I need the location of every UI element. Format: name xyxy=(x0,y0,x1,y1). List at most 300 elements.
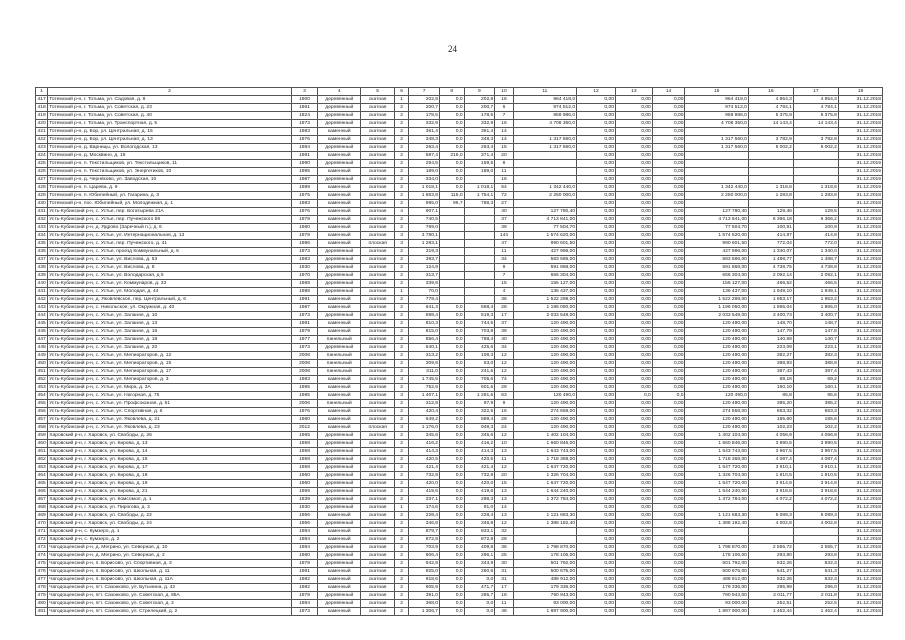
table-cell: каменный xyxy=(318,208,361,216)
table-cell: 97,9 xyxy=(464,400,495,408)
table-cell: деревянный xyxy=(318,520,361,528)
table-cell: 0,00 xyxy=(577,288,616,296)
table-cell: Тотемский р-н, г. Тотьма, ул. Советская, д. 23 xyxy=(48,104,291,112)
table-cell: 2 xyxy=(395,352,409,360)
table-cell: 0,00 xyxy=(577,392,616,400)
table-cell: Усть-Кубинский р-н, с. Устье, ул. Заланая, д. 16 xyxy=(48,328,291,336)
table-cell: 1978 xyxy=(291,232,318,240)
table-cell: 293,80 xyxy=(748,552,793,560)
table-cell: 1980 xyxy=(291,552,318,560)
table-cell: 12 xyxy=(495,360,513,368)
table-cell: 11 xyxy=(495,456,513,464)
table-cell: скатная xyxy=(361,600,395,608)
table-cell: 872,8 xyxy=(464,536,495,544)
table-cell: 120 490,00 xyxy=(685,376,748,384)
table-row xyxy=(36,216,883,224)
table-cell: Усть-Кубинский р-н, с. Устье, пер. Пучежского 59 xyxy=(48,216,291,224)
table-cell: 2 xyxy=(395,584,409,592)
table-cell: 0,00 xyxy=(615,600,652,608)
table-cell: 591 868,00 xyxy=(685,264,748,272)
table-cell: 790 943,00 xyxy=(513,592,576,600)
table-cell: 1989 xyxy=(291,184,318,192)
table-row xyxy=(36,464,883,472)
table-cell: 31.12.2018 xyxy=(838,472,882,480)
table-cell: 1 798 870,00 xyxy=(513,544,576,552)
table-cell: скатная xyxy=(361,544,395,552)
table-cell: скатная xyxy=(361,248,395,256)
table-cell: каменный xyxy=(318,408,361,416)
table-cell: 1 281,6 xyxy=(464,392,495,400)
table-cell xyxy=(440,216,465,224)
table-cell: 127 780,40 xyxy=(685,208,748,216)
table-cell: Усть-Кубинский р-н, с. Никольское, ул. Окружная, д. 40 xyxy=(48,304,291,312)
table-cell: 0,00 xyxy=(615,448,652,456)
table-cell: 1975 xyxy=(291,192,318,200)
table-cell: 2 xyxy=(395,104,409,112)
table-cell: 1 121 683,30 xyxy=(685,512,748,520)
table-cell: 1 949,1 xyxy=(793,288,838,296)
table-cell: 1965 xyxy=(291,432,318,440)
table-cell: скатная xyxy=(361,432,395,440)
table-cell: 120 490,00 xyxy=(513,320,576,328)
table-cell: 427 996,00 xyxy=(685,248,748,256)
table-cell: 439 xyxy=(36,272,48,280)
table-cell: каменный xyxy=(318,376,361,384)
table-cell: 431 xyxy=(36,208,48,216)
table-cell: 14 xyxy=(495,128,513,136)
table-cell: 31 xyxy=(495,576,513,584)
table-cell: 0,00 xyxy=(652,528,685,536)
table-cell: каменный xyxy=(318,184,361,192)
table-cell xyxy=(464,208,495,216)
table-cell: 4 708 350,0 xyxy=(685,120,748,128)
table-cell: Чагодощенский р-н, п. Борисово, ул. Школьная, д. 11А xyxy=(48,576,291,584)
table-cell: Усть-Кубинский р-н, с. Устье, ул. Заланая, д. 20 xyxy=(48,344,291,352)
table-cell: 2 xyxy=(395,552,409,560)
table-cell: 448 xyxy=(36,344,48,352)
table-cell: 463 xyxy=(36,464,48,472)
table-cell xyxy=(464,240,495,248)
table-cell: 100,91 xyxy=(748,224,793,232)
table-cell: 3 990,5 xyxy=(748,440,793,448)
table-cell: Усть-Кубинский р-н, с. Устье, ул. Профсоюзная, д. 51 xyxy=(48,400,291,408)
table-cell: 1 643 743,00 xyxy=(513,448,576,456)
table-row xyxy=(36,416,883,424)
table-cell: 0,00 xyxy=(577,400,616,408)
table-cell: 0,0 xyxy=(440,440,465,448)
table-cell: 500 675,00 xyxy=(513,568,576,576)
table-cell: 4 056,9 xyxy=(793,432,838,440)
table-cell: 0,00 xyxy=(652,600,685,608)
table-cell: 2 xyxy=(395,600,409,608)
table-cell: 1 810,5 xyxy=(793,472,838,480)
table-cell: 2 xyxy=(395,496,409,504)
table-cell: 949,3 xyxy=(464,424,495,432)
table-cell: 178 106,00 xyxy=(685,552,748,560)
table-cell: 2 xyxy=(395,440,409,448)
table-cell: 0,00 xyxy=(577,584,616,592)
table-cell: 0,00 xyxy=(615,240,652,248)
table-cell: 0,00 xyxy=(615,368,652,376)
table-cell: деревянный xyxy=(318,96,361,104)
table-cell: 39 xyxy=(495,328,513,336)
table-cell: 0,0 xyxy=(440,568,465,576)
table-cell: 0,00 xyxy=(652,296,685,304)
table-cell: панельный xyxy=(318,336,361,344)
table-cell: 656 304,00 xyxy=(513,272,576,280)
table-cell: 0,00 xyxy=(652,176,685,184)
table-cell: 583 586,00 xyxy=(513,256,576,264)
table-cell: 31.12.2018 xyxy=(838,368,882,376)
table-cell: 474 xyxy=(36,552,48,560)
table-row xyxy=(36,112,883,120)
table-cell: деревянный xyxy=(318,176,361,184)
table-cell xyxy=(793,152,838,160)
table-cell: скатная xyxy=(361,136,395,144)
table-row xyxy=(36,128,883,136)
table-cell: 425,6 xyxy=(464,344,495,352)
table-cell: 1986 xyxy=(291,240,318,248)
table-cell: 1978 xyxy=(291,560,318,568)
table-cell: панельный xyxy=(318,352,361,360)
table-cell: 466,5 xyxy=(793,280,838,288)
table-cell: 0,00 xyxy=(577,432,616,440)
table-cell: Усть-Кубинский р-н, с. Устье, ул. Заланая, д. 10 xyxy=(48,312,291,320)
table-cell: 443 xyxy=(36,304,48,312)
table-cell: 1 488,77 xyxy=(748,256,793,264)
table-cell: 311,0 xyxy=(409,368,440,376)
table-cell: 1984 xyxy=(291,528,318,536)
table-cell: 732,8 xyxy=(409,472,440,480)
table-cell: скатная xyxy=(361,400,395,408)
table-cell: 1 317 560,0 xyxy=(513,136,576,144)
table-row xyxy=(36,488,883,496)
table-cell: каменный xyxy=(318,512,361,520)
table-row xyxy=(36,496,883,504)
table-cell: 587,4 xyxy=(409,152,440,160)
table-cell: 942,8 xyxy=(409,560,440,568)
table-cell: 0,00 xyxy=(577,552,616,560)
table-cell: 48 xyxy=(495,608,513,616)
table-cell: Усть-Кубинский р-н, с. Устье, пер. Богатырева 21А xyxy=(48,208,291,216)
table-cell: скатная xyxy=(361,568,395,576)
table-cell: 1980 xyxy=(291,416,318,424)
table-cell: 0,00 xyxy=(615,208,652,216)
table-cell: 1 342 440,0 xyxy=(685,184,748,192)
table-cell: 0,0 xyxy=(440,416,465,424)
table-cell: скатная xyxy=(361,464,395,472)
table-cell: 3 910,1 xyxy=(748,464,793,472)
table-row xyxy=(36,584,883,592)
table-cell: 0,00 xyxy=(615,384,652,392)
table-row xyxy=(36,560,883,568)
table-row xyxy=(36,480,883,488)
table-cell xyxy=(440,264,465,272)
table-cell: 1939 xyxy=(291,496,318,504)
table-cell: 2 xyxy=(395,360,409,368)
table-cell: 388,9 xyxy=(793,360,838,368)
table-cell: 446 xyxy=(36,328,48,336)
table-cell: 2 011,8 xyxy=(793,592,838,600)
column-number-cell: 1 xyxy=(36,88,48,96)
table-cell: 223,1 xyxy=(793,344,838,352)
table-cell: 1 452,44 xyxy=(748,608,793,616)
table-cell: 0,00 xyxy=(577,312,616,320)
table-cell: 14 143,4 xyxy=(793,120,838,128)
table-cell: 964 418,0 xyxy=(513,96,576,104)
table-cell: 8 xyxy=(495,160,513,168)
column-number-cell: 12 xyxy=(577,88,616,96)
table-row xyxy=(36,168,883,176)
table-cell: 0,00 xyxy=(577,424,616,432)
table-cell xyxy=(685,168,748,176)
table-cell: 0,00 xyxy=(615,552,652,560)
table-cell: 606,4 xyxy=(409,552,440,560)
table-cell: 990 601,50 xyxy=(513,240,576,248)
table-cell: 425 xyxy=(36,160,48,168)
table-row xyxy=(36,448,883,456)
table-cell xyxy=(685,128,748,136)
table-cell: 779,4 xyxy=(409,296,440,304)
table-cell: 31.12.2018 xyxy=(838,248,882,256)
table-cell: скатная xyxy=(361,576,395,584)
table-cell: 348,3 xyxy=(464,136,495,144)
table-cell: 319,3 xyxy=(409,248,440,256)
table-cell: 437 xyxy=(36,256,48,264)
table-cell: деревянный xyxy=(318,504,361,512)
table-cell: 1930 xyxy=(291,264,318,272)
table-cell: 0,00 xyxy=(652,432,685,440)
table-cell: Тотемский р-н, пос. Юбилейный, ул. Молодежная, д. 1 xyxy=(48,200,291,208)
table-cell: 532,3 xyxy=(793,560,838,568)
table-cell: 31.12.2018 xyxy=(838,408,882,416)
table-cell: 14 143,4 xyxy=(748,120,793,128)
table-cell: 2012 xyxy=(291,424,318,432)
table-cell: 17 xyxy=(495,584,513,592)
table-cell: 0,00 xyxy=(615,576,652,584)
table-cell: 0,00 xyxy=(615,536,652,544)
table-cell: 0,0 xyxy=(440,176,465,184)
table-cell: деревянный xyxy=(318,264,361,272)
table-cell: панельный xyxy=(318,360,361,368)
table-cell: 31.12.2018 xyxy=(838,240,882,248)
table-cell: скатная xyxy=(361,384,395,392)
table-cell: 0,00 xyxy=(577,504,616,512)
table-cell: деревянный xyxy=(318,600,361,608)
table-cell: Харовский р-н, г. Харовск, ул. Кирова, д. 14 xyxy=(48,448,291,456)
table-row xyxy=(36,536,883,544)
table-cell: 0,0 xyxy=(464,600,495,608)
table-cell: 31.12.2018 xyxy=(838,272,882,280)
table-cell: 447 xyxy=(36,336,48,344)
table-cell: 334,0 xyxy=(409,176,440,184)
table-cell: 532,3 xyxy=(793,576,838,584)
table-row xyxy=(36,392,883,400)
table-cell: 2 xyxy=(395,512,409,520)
table-row xyxy=(36,456,883,464)
table-cell: 16 xyxy=(495,176,513,184)
table-cell: скатная xyxy=(361,592,395,600)
table-cell: 31.12.2018 xyxy=(838,128,882,136)
table-cell: 3 918,6 xyxy=(748,488,793,496)
table-row xyxy=(36,176,883,184)
table-cell: 298,3 xyxy=(464,496,495,504)
table-cell: деревянный xyxy=(318,592,361,600)
table-cell: 16 xyxy=(495,120,513,128)
table-cell: 879,7 xyxy=(409,528,440,536)
table-cell: 0,0 xyxy=(440,344,465,352)
table-cell: 120 490,00 xyxy=(685,424,748,432)
table-cell: 0,0 xyxy=(440,168,465,176)
table-cell: 0,00 xyxy=(615,248,652,256)
table-cell: 1958 xyxy=(291,440,318,448)
table-cell: 155 127,00 xyxy=(513,280,576,288)
table-cell: 63 xyxy=(495,392,513,400)
table-cell: каменный xyxy=(318,536,361,544)
table-cell: деревянный xyxy=(318,448,361,456)
table-cell: Тотемский р-н, п. Юбилейный, ул. Гагарина, д. 3 xyxy=(48,192,291,200)
table-cell: скатная xyxy=(361,352,395,360)
table-cell: 0,00 xyxy=(652,320,685,328)
table-row xyxy=(36,472,883,480)
table-cell: 0,00 xyxy=(615,224,652,232)
table-cell: 0,00 xyxy=(652,488,685,496)
table-row xyxy=(36,336,883,344)
table-cell: 0,00 xyxy=(652,96,685,104)
table-cell: 0,00 xyxy=(652,248,685,256)
table-cell: 385,20 xyxy=(748,400,793,408)
table-cell: Усть-Кубинский р-н, с. Устье, ул. Мелиораторов, д. 12 xyxy=(48,352,291,360)
table-cell: 1984 xyxy=(291,600,318,608)
table-cell: 24 xyxy=(495,424,513,432)
table-cell: 1978 xyxy=(291,216,318,224)
table-cell: 178,5 xyxy=(464,112,495,120)
table-cell: 387,4 xyxy=(793,368,838,376)
table-cell: Харовский р-н, с. Кумзеро, д. 1 xyxy=(48,528,291,536)
table-cell: 36 xyxy=(495,296,513,304)
table-cell xyxy=(793,168,838,176)
table-cell: 47 xyxy=(495,240,513,248)
table-cell: 653,3 xyxy=(793,408,838,416)
table-cell: 3 400,7 xyxy=(793,312,838,320)
table-cell: 0,00 xyxy=(652,408,685,416)
table-cell: 31.12.2018 xyxy=(838,208,882,216)
table-cell: 454 xyxy=(36,392,48,400)
table-cell xyxy=(513,152,576,160)
table-cell: 2 xyxy=(395,160,409,168)
column-number-cell: 6 xyxy=(395,88,409,96)
table-cell: Тотемский р-н, г. Тотьма, ул. Транспортная, д. 5 xyxy=(48,120,291,128)
table-cell: 4 072,2 xyxy=(748,496,793,504)
table-cell: 1 283,1 xyxy=(409,240,440,248)
table-cell: 2 xyxy=(395,152,409,160)
table-cell: скатная xyxy=(361,208,395,216)
table-cell: 2 033 548,00 xyxy=(685,312,748,320)
table-cell: каменный xyxy=(318,528,361,536)
table-cell: 1958 xyxy=(291,448,318,456)
table-cell: 1 522 298,00 xyxy=(513,296,576,304)
table-cell: 0,0 xyxy=(440,464,465,472)
table-cell: 0,00 xyxy=(652,496,685,504)
table-cell: 0,00 xyxy=(652,240,685,248)
table-cell: 11 xyxy=(495,600,513,608)
table-cell: Харовский р-н, г. Харовск, ул. Кирова, д. 13 xyxy=(48,440,291,448)
table-cell: 1 865,04 xyxy=(748,304,793,312)
table-cell: 120 490,00 xyxy=(685,352,748,360)
table-cell: 0,00 xyxy=(615,416,652,424)
table-cell: 37 xyxy=(495,320,513,328)
table-cell: 120 490,00 xyxy=(513,368,576,376)
column-number-cell: 10 xyxy=(495,88,513,96)
table-cell: 740,5 xyxy=(409,216,440,224)
table-cell: 0,00 xyxy=(652,344,685,352)
table-cell: 1987 xyxy=(291,176,318,184)
table-cell: 974 512,0 xyxy=(513,104,576,112)
table-cell: 31.12.2018 xyxy=(838,336,882,344)
table-cell: 0,00 xyxy=(652,192,685,200)
table-cell: 2 xyxy=(395,272,409,280)
table-cell: деревянный xyxy=(318,280,361,288)
table-cell: скатная xyxy=(361,112,395,120)
table-cell: 174,6 xyxy=(409,504,440,512)
column-number-cell: 8 xyxy=(440,88,465,96)
table-cell: деревянный xyxy=(318,248,361,256)
table-cell: 93 000,00 xyxy=(513,600,576,608)
table-cell: 120 490,00 xyxy=(685,400,748,408)
table-cell: 450 xyxy=(36,360,48,368)
table-cell: Усть-Кубинский р-н, с. Устье, проезд Коммунальный, д. 6 xyxy=(48,248,291,256)
table-cell: 1 644 240,00 xyxy=(685,488,748,496)
table-cell: 5 002,2 xyxy=(748,144,793,152)
table-cell: 0,00 xyxy=(615,216,652,224)
table-cell: 34 xyxy=(495,256,513,264)
table-cell: 31.12.2018 xyxy=(838,288,882,296)
table-cell: 1 574 620,00 xyxy=(513,232,576,240)
table-cell: 1977 xyxy=(291,336,318,344)
table-cell xyxy=(513,176,576,184)
table-cell xyxy=(513,504,576,512)
table-cell: 419,6 xyxy=(464,488,495,496)
table-cell: 31.12.2018 xyxy=(838,216,882,224)
table-cell: 29 xyxy=(495,416,513,424)
table-cell: 31.12.2019 xyxy=(838,176,882,184)
table-cell: 451 xyxy=(36,368,48,376)
table-cell: 31.12.2018 xyxy=(838,264,882,272)
table-cell: 17 xyxy=(495,312,513,320)
table-cell: 0,00 xyxy=(615,144,652,152)
table-cell: 1 647 720,00 xyxy=(513,480,576,488)
table-cell: Харовский р-н, г. Харовск, ул. Свободы, д. 22 xyxy=(48,512,291,520)
table-cell: 1985 xyxy=(291,392,318,400)
table-cell: каменный xyxy=(318,168,361,176)
table-cell: 1 388 182,40 xyxy=(513,520,576,528)
table-cell: 14 xyxy=(495,504,513,512)
table-cell: 414,3 xyxy=(464,448,495,456)
table-cell: каменный xyxy=(318,216,361,224)
table-cell xyxy=(793,504,838,512)
table-cell: 36 xyxy=(495,544,513,552)
table-cell: 0,00 xyxy=(652,536,685,544)
table-cell: 120 490,00 xyxy=(685,384,748,392)
table-cell: 1 342 440,0 xyxy=(513,184,576,192)
table-cell: Усть-Кубинский р-н, с. Устье, ул. Молодая, д. 44 xyxy=(48,288,291,296)
table-cell: 274 658,00 xyxy=(513,408,576,416)
table-cell: 31.12.2018 xyxy=(838,144,882,152)
table-cell: 0,0 xyxy=(440,592,465,600)
table-cell: 31.12.2018 xyxy=(838,416,882,424)
table-cell: 14 xyxy=(495,136,513,144)
table-cell: 458 xyxy=(36,424,48,432)
